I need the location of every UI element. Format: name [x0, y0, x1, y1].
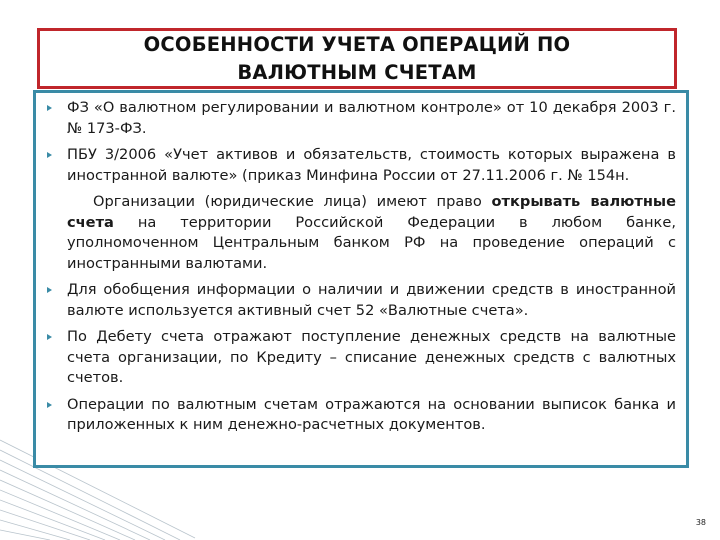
- title-line-2: ВАЛЮТНЫМ СЧЕТАМ: [237, 60, 477, 84]
- title-line-1: ОСОБЕННОСТИ УЧЕТА ОПЕРАЦИЙ ПО: [143, 32, 571, 56]
- paragraph-text-end: на территории Российской Федерации в любом банке, уполномоченном Центральным банком РФ на проведение операций с иностранными валютами.: [67, 213, 676, 272]
- slide-title: [144, 31, 571, 87]
- bullet-arrow-icon: [47, 105, 52, 111]
- bullet-text: ПБУ 3/2006 «Учет активов и обязательств, стоимость которых выражена в иностранной валюте» (приказ Минфина России от 27.11.2006 г. № 154н.: [67, 146, 676, 184]
- bullet-item-1: [46, 98, 676, 139]
- bullet-item-4: [46, 327, 676, 389]
- bullet-item-2: [46, 145, 676, 186]
- slide-title-box: [37, 28, 677, 89]
- bullet-arrow-icon: [47, 402, 52, 408]
- page-number: 38: [695, 518, 706, 527]
- bullet-arrow-icon: [47, 334, 52, 340]
- paragraph-emphasis: открывать валютные счета: [67, 193, 676, 231]
- paragraph-text-start: Организации (юридические лица) имеют право: [93, 193, 492, 210]
- bullet-arrow-icon: [47, 152, 52, 158]
- bullet-item-5: [46, 395, 676, 436]
- content-box: [33, 90, 689, 468]
- bullet-text: ФЗ «О валютном регулировании и валютном контроле» от 10 декабря 2003 г. № 173-ФЗ.: [67, 99, 676, 137]
- indented-paragraph: [46, 192, 676, 274]
- bullet-arrow-icon: [47, 287, 52, 293]
- bullet-item-3: [46, 280, 676, 321]
- bullet-text: Операции по валютным счетам отражаются на основании выписок банка и приложенных к ним денежно-расчетных документов.: [67, 395, 676, 433]
- bullet-text: Для обобщения информации о наличии и движении средств в иностранной валюте используется активный счет 52 «Валютные счета».: [67, 281, 676, 319]
- bullet-text: По Дебету счета отражают поступление денежных средств на валютные счета организации, по Кредиту – списание денежных средств с валютных счетов.: [67, 328, 676, 386]
